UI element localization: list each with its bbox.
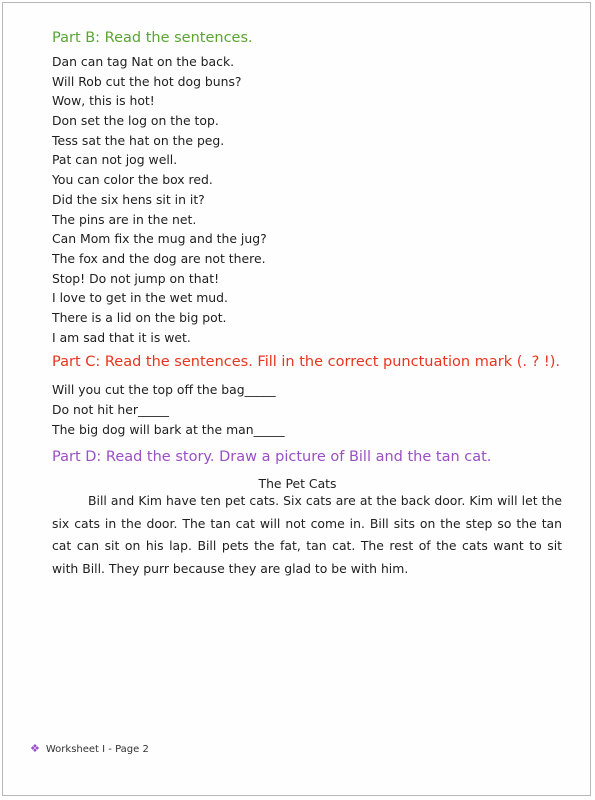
sentence: I am sad that it is wet. bbox=[52, 329, 191, 345]
sentence: Stop! Do not jump on that! bbox=[52, 270, 220, 286]
part-b-sentence-list bbox=[52, 52, 267, 347]
sentence: Will Rob cut the hot dog buns? bbox=[52, 73, 242, 89]
diamond-bullet-icon: ❖ bbox=[30, 742, 40, 755]
page-footer bbox=[30, 742, 149, 755]
fill-in-sentence: Will you cut the top off the bag_____ bbox=[52, 382, 276, 397]
part-c-heading: Part C: Read the sentences. Fill in the correct punctuation mark (. ? !). bbox=[52, 354, 560, 370]
story-title: The Pet Cats bbox=[258, 476, 337, 491]
part-c-sentence-list bbox=[52, 380, 285, 440]
sentence: The pins are in the net. bbox=[52, 211, 197, 227]
sentence: Can Mom fix the mug and the jug? bbox=[52, 231, 267, 247]
sentence: Did the six hens sit in it? bbox=[52, 191, 205, 207]
sentence: Pat can not jog well. bbox=[52, 152, 178, 168]
sentence: There is a lid on the big pot. bbox=[52, 309, 227, 325]
sentence: Dan can tag Nat on the back. bbox=[52, 54, 235, 69]
sentence: Don set the log on the top. bbox=[52, 113, 219, 129]
part-d-heading: Part D: Read the story. Draw a picture of Bill and the tan cat. bbox=[52, 449, 492, 465]
story-paragraph: Bill and Kim have ten pet cats. Six cats are at the back door. Kim will let the six cats in the door. The tan cat will not come in. Bill sits on the step so the tan cat can sit on his lap. Bill pets the fat, tan cat. The rest of the cats want to sit with Bill. They purr because they are glad to be with him. bbox=[52, 493, 562, 576]
sentence: Tess sat the hat on the peg. bbox=[52, 132, 225, 148]
sentence: The fox and the dog are not there. bbox=[52, 250, 266, 266]
sentence: You can color the box red. bbox=[52, 172, 213, 188]
sentence: I love to get in the wet mud. bbox=[52, 290, 228, 306]
part-b-heading: Part B: Read the sentences. bbox=[52, 30, 253, 46]
fill-in-sentence: The big dog will bark at the man_____ bbox=[52, 422, 285, 437]
fill-in-sentence: Do not hit her_____ bbox=[52, 402, 169, 417]
footer-text: Worksheet I - Page 2 bbox=[45, 744, 149, 755]
sentence: Wow, this is hot! bbox=[52, 93, 155, 109]
